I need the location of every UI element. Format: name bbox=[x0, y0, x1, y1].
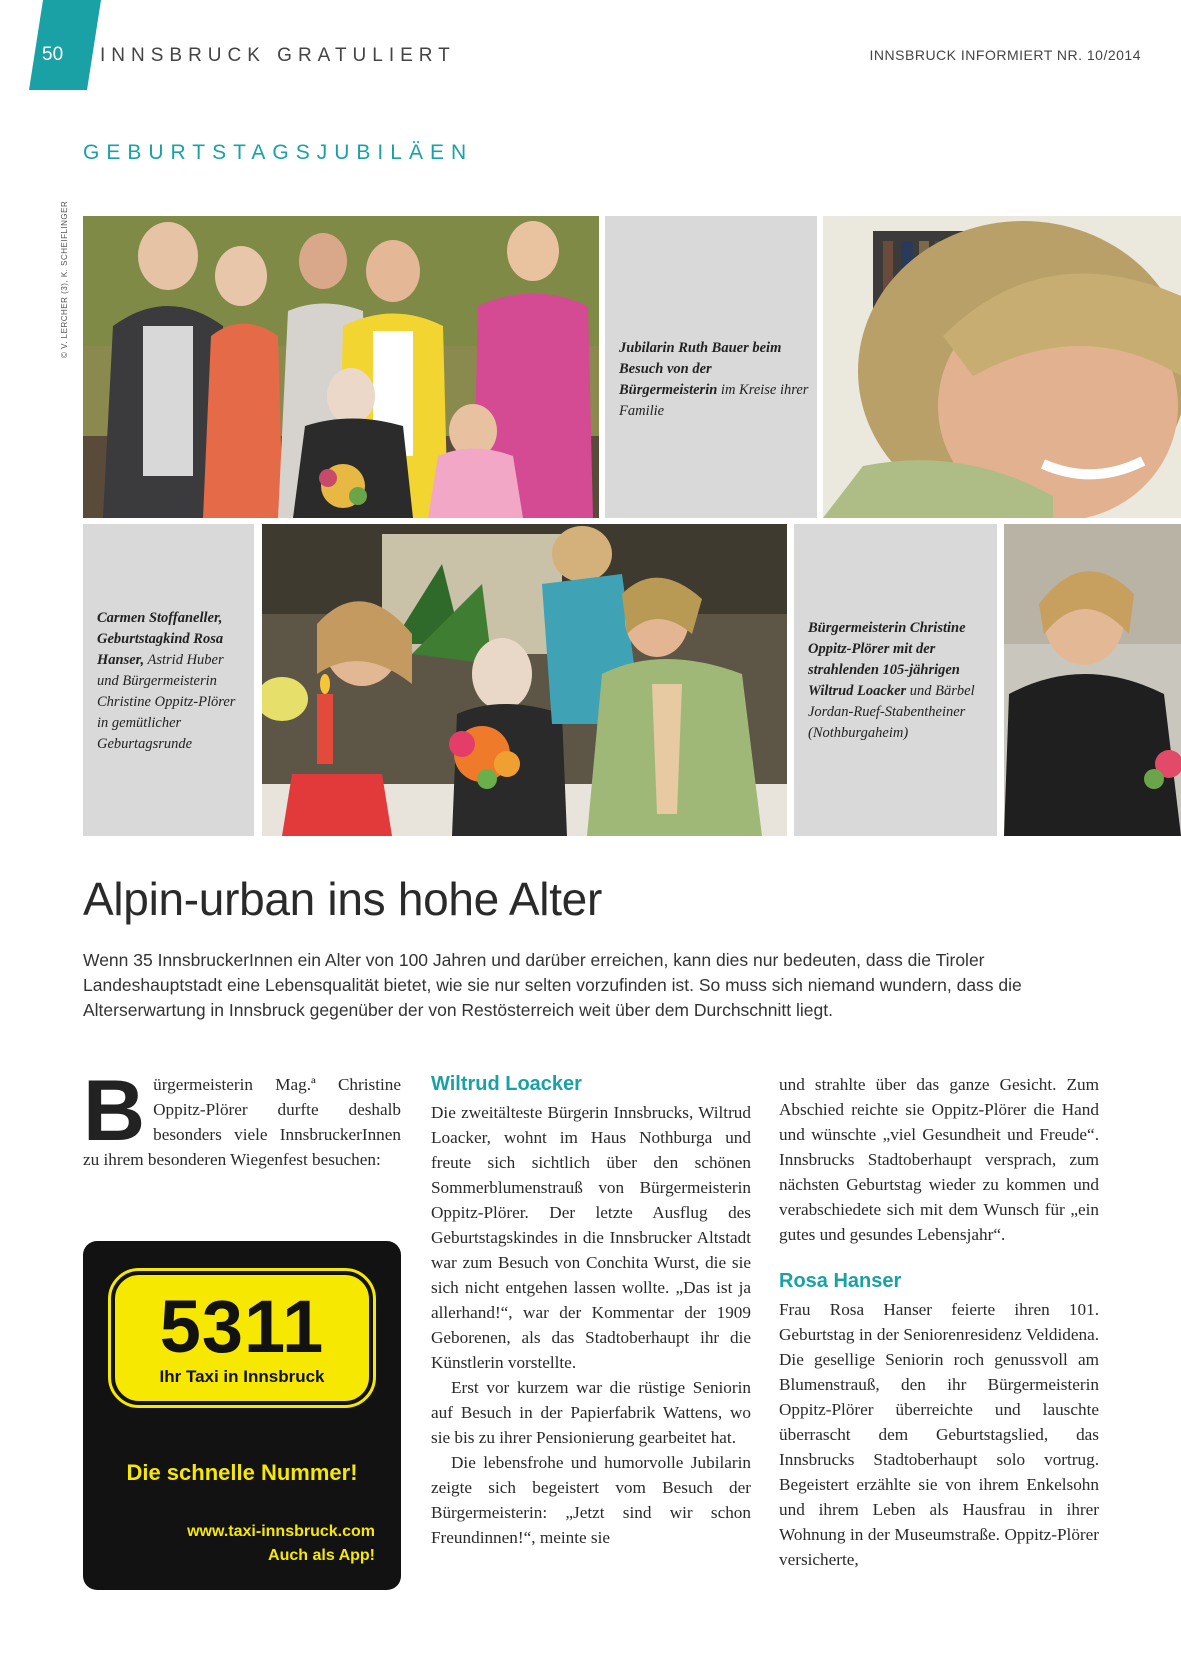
article-headline: Alpin-urban ins hohe Alter bbox=[83, 873, 602, 925]
issue-label: INNSBRUCK INFORMIERT NR. 10/2014 bbox=[869, 47, 1141, 63]
caption-box-wiltrud bbox=[794, 524, 997, 836]
taxi-number: 5311 bbox=[159, 1285, 325, 1368]
subhead-wiltrud-loacker: Wiltrud Loacker bbox=[431, 1073, 582, 1095]
column-3 bbox=[779, 1072, 1099, 1572]
intro-text: ürgermeisterin Mag.ª Christine Oppitz-Plörer durfte deshalb besonders viele InnsbruckerInnen zu ihrem besonderen Wiegenfest besuchen: bbox=[83, 1075, 401, 1169]
page-number: 50 bbox=[42, 44, 64, 65]
taxi-number-panel bbox=[111, 1271, 373, 1405]
wiltrud-paragraph-continued: und strahlte über das ganze Gesicht. Zum Abschied reichte sie Oppitz-Plörer die Hand und wünschte „viel Gesundheit und Freude“. Innsbrucks Stadtoberhaupt versprach, zum nächsten Geburtstag wieder zu kommen und verabschiedete sich mit dem Wunsch für „ein gutes und gesundes Lebensjahr“. bbox=[779, 1075, 1099, 1244]
taxi-contact bbox=[187, 1520, 375, 1568]
caption-box-ruth bbox=[605, 216, 817, 518]
intro-paragraph bbox=[83, 1063, 401, 1172]
taxi-advertisement[interactable] bbox=[83, 1241, 401, 1590]
photo-rosa-hanser-group bbox=[262, 524, 787, 836]
photo-mayor-smiling bbox=[823, 216, 1181, 518]
drop-cap: B bbox=[83, 1063, 146, 1159]
rosa-paragraph-1: Frau Rosa Hanser feierte ihren 101. Geburtstag in der Seniorenresidenz Veldidena. Die gesellige Seniorin roch genussvoll am Blumenstrauß, den ihr Bürgermeisterin Oppitz-Plörer überreichte und lauschte überrascht dem Geburtstagslied, das Innsbrucks Stadtoberhaupt solo vortrug. Begeistert erzählte sie von ihrem Enkelsohn und ihrem Leben als Hausfrau in ihrer Wohnung in der Museumstraße. Oppitz-Plörer versicherte, bbox=[779, 1300, 1099, 1569]
caption-box-carmen bbox=[83, 524, 254, 836]
photo-mayor-portrait bbox=[1004, 524, 1181, 836]
caption-ruth-bold: Jubilarin Ruth Bauer beim Besuch von der Bürgermeisterin bbox=[619, 340, 782, 398]
kicker-heading: GEBURTSTAGSJUBILÄEN bbox=[83, 141, 474, 164]
column-2 bbox=[431, 1072, 751, 1550]
subhead-rosa-hanser: Rosa Hanser bbox=[779, 1270, 902, 1292]
caption-wiltrud-loacker bbox=[808, 618, 990, 744]
taxi-subline: Ihr Taxi in Innsbruck bbox=[159, 1367, 325, 1386]
section-title: INNSBRUCK GRATULIERT bbox=[100, 45, 456, 66]
caption-carmen-stoffaneller bbox=[97, 608, 247, 755]
caption-carmen-rest: Astrid Huber und Bürgermeisterin Christine Oppitz-Plörer in gemütlicher Geburtagsrunde bbox=[97, 652, 236, 752]
wiltrud-paragraph-3: Die lebensfrohe und humorvolle Jubilarin zeigte sich begeistert vom Besuch der Bürgermeisterin: „Jetzt sind wir schon Freundinnen!“, meinte sie bbox=[431, 1453, 751, 1547]
caption-ruth-bauer bbox=[619, 338, 809, 422]
caption-wiltrud-rest: und Bärbel Jordan-Ruef-Stabentheiner (Nothburgaheim) bbox=[808, 683, 975, 741]
photo-credit: © V. LERCHER (3), K. SCHEIFLINGER bbox=[60, 200, 69, 358]
taxi-slogan: Die schnelle Nummer! bbox=[126, 1460, 358, 1485]
photo-family-ruth-bauer bbox=[83, 216, 599, 518]
wiltrud-paragraph-1: Die zweitälteste Bürgerin Innsbrucks, Wiltrud Loacker, wohnt im Haus Nothburga und freute sich sichtlich über den schönen Sommerblumenstrauß von Bürgermeisterin Oppitz-Plörer. Der letzte Ausflug des Geburtstagskindes in die Innsbrucker Altstadt war zum Besuch von Conchita Wurst, die sie sich nicht entgehen lassen wollte. „Das ist ja allerhand!“, war der Kommentar der 1909 Geborenen, als das Stadtoberhaupt ihr die Künstlerin vorstellte. bbox=[431, 1103, 751, 1372]
taxi-url[interactable]: www.taxi-innsbruck.com bbox=[187, 1523, 375, 1540]
column-1 bbox=[83, 1063, 401, 1172]
article-lead: Wenn 35 InnsbruckerInnen ein Alter von 100 Jahren und darüber erreichen, kann dies nur bedeuten, dass die Tiroler Landeshauptstadt eine Lebensqualität bietet, wie sie nur selten vorzufinden ist. So muss sich niemand wundern, dass die Alterserwartung in Innsbruck gegenüber der von Restösterreich weit über dem Durchschnitt liegt. bbox=[83, 950, 1022, 1020]
caption-ruth-rest: im Kreise ihrer Familie bbox=[619, 382, 809, 419]
taxi-app-note: Auch als App! bbox=[268, 1547, 375, 1564]
caption-carmen-bold: Carmen Stoffaneller, Geburtstagkind Rosa Hanser, bbox=[97, 610, 224, 668]
wiltrud-paragraph-2: Erst vor kurzem war die rüstige Seniorin auf Besuch in der Papierfabrik Wattens, wo sie bis zu ihrer Pensionierung gearbeitet hat. bbox=[431, 1378, 751, 1447]
page-number-tab bbox=[29, 0, 101, 90]
caption-wiltrud-bold: Bürgermeisterin Christine Oppitz-Plörer mit der strahlenden 105-jährigen Wiltrud Loacker bbox=[808, 620, 966, 699]
